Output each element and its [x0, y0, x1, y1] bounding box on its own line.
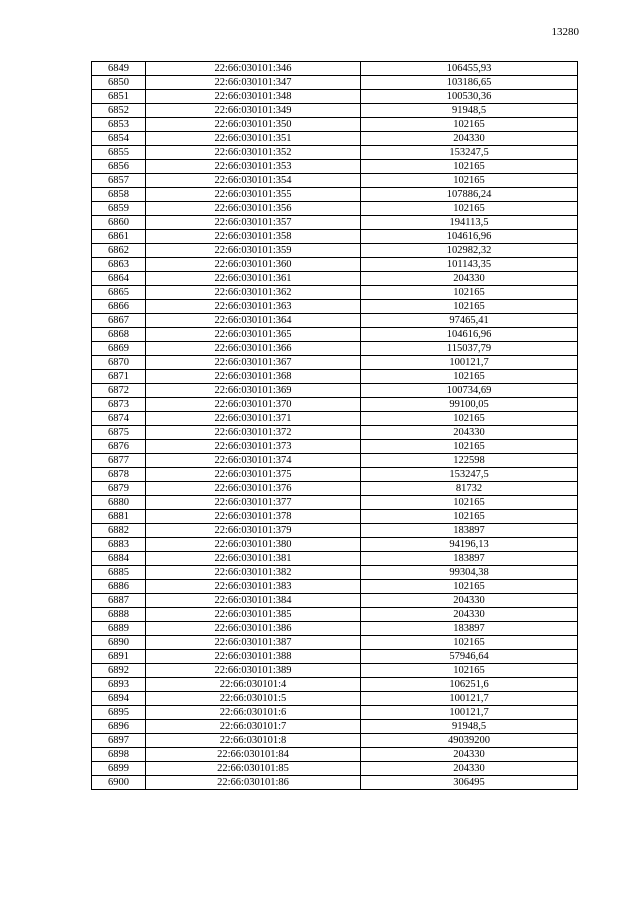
- row-number-cell: 6896: [92, 720, 146, 734]
- row-number-cell: 6850: [92, 76, 146, 90]
- row-number-cell: 6900: [92, 776, 146, 790]
- cadastral-number-cell: 22:66:030101:379: [146, 524, 361, 538]
- table-row: [92, 230, 578, 244]
- value-cell: 102165: [361, 118, 578, 132]
- row-number-cell: 6871: [92, 370, 146, 384]
- cadastral-number-cell: 22:66:030101:382: [146, 566, 361, 580]
- cadastral-number-cell: 22:66:030101:354: [146, 174, 361, 188]
- table-row: [92, 454, 578, 468]
- table-row: [92, 650, 578, 664]
- cadastral-number-cell: 22:66:030101:375: [146, 468, 361, 482]
- table-row: [92, 132, 578, 146]
- row-number-cell: 6860: [92, 216, 146, 230]
- table-row: [92, 398, 578, 412]
- row-number-cell: 6863: [92, 258, 146, 272]
- value-cell: 99304,38: [361, 566, 578, 580]
- value-cell: 104616,96: [361, 328, 578, 342]
- row-number-cell: 6849: [92, 62, 146, 76]
- row-number-cell: 6893: [92, 678, 146, 692]
- table-row: [92, 524, 578, 538]
- table-row: [92, 706, 578, 720]
- table-row: [92, 188, 578, 202]
- value-cell: 204330: [361, 608, 578, 622]
- value-cell: 306495: [361, 776, 578, 790]
- row-number-cell: 6897: [92, 734, 146, 748]
- value-cell: 100121,7: [361, 692, 578, 706]
- cadastral-number-cell: 22:66:030101:387: [146, 636, 361, 650]
- value-cell: 183897: [361, 622, 578, 636]
- cadastral-value-table: [91, 61, 578, 790]
- value-cell: 101143,35: [361, 258, 578, 272]
- row-number-cell: 6864: [92, 272, 146, 286]
- table-row: [92, 118, 578, 132]
- row-number-cell: 6884: [92, 552, 146, 566]
- cadastral-number-cell: 22:66:030101:386: [146, 622, 361, 636]
- value-cell: 204330: [361, 132, 578, 146]
- row-number-cell: 6855: [92, 146, 146, 160]
- value-cell: 102165: [361, 636, 578, 650]
- table-row: [92, 286, 578, 300]
- value-cell: 183897: [361, 524, 578, 538]
- value-cell: 57946,64: [361, 650, 578, 664]
- value-cell: 103186,65: [361, 76, 578, 90]
- cadastral-number-cell: 22:66:030101:5: [146, 692, 361, 706]
- cadastral-number-cell: 22:66:030101:358: [146, 230, 361, 244]
- cadastral-number-cell: 22:66:030101:347: [146, 76, 361, 90]
- row-number-cell: 6854: [92, 132, 146, 146]
- cadastral-number-cell: 22:66:030101:388: [146, 650, 361, 664]
- table-row: [92, 678, 578, 692]
- cadastral-number-cell: 22:66:030101:346: [146, 62, 361, 76]
- table-row: [92, 440, 578, 454]
- table-row: [92, 566, 578, 580]
- cadastral-number-cell: 22:66:030101:353: [146, 160, 361, 174]
- value-cell: 99100,05: [361, 398, 578, 412]
- value-cell: 102165: [361, 202, 578, 216]
- cadastral-number-cell: 22:66:030101:366: [146, 342, 361, 356]
- row-number-cell: 6853: [92, 118, 146, 132]
- cadastral-number-cell: 22:66:030101:369: [146, 384, 361, 398]
- row-number-cell: 6862: [92, 244, 146, 258]
- table-row: [92, 636, 578, 650]
- table-row: [92, 664, 578, 678]
- table-row: [92, 272, 578, 286]
- cadastral-number-cell: 22:66:030101:381: [146, 552, 361, 566]
- cadastral-number-cell: 22:66:030101:7: [146, 720, 361, 734]
- cadastral-number-cell: 22:66:030101:8: [146, 734, 361, 748]
- value-cell: 102982,32: [361, 244, 578, 258]
- cadastral-number-cell: 22:66:030101:355: [146, 188, 361, 202]
- cadastral-number-cell: 22:66:030101:378: [146, 510, 361, 524]
- value-cell: 153247,5: [361, 146, 578, 160]
- cadastral-number-cell: 22:66:030101:385: [146, 608, 361, 622]
- table-row: [92, 496, 578, 510]
- value-cell: 102165: [361, 440, 578, 454]
- value-cell: 204330: [361, 426, 578, 440]
- value-cell: 194113,5: [361, 216, 578, 230]
- cadastral-number-cell: 22:66:030101:348: [146, 90, 361, 104]
- row-number-cell: 6874: [92, 412, 146, 426]
- row-number-cell: 6859: [92, 202, 146, 216]
- value-cell: 183897: [361, 552, 578, 566]
- value-cell: 204330: [361, 762, 578, 776]
- table-row: [92, 776, 578, 790]
- value-cell: 102165: [361, 510, 578, 524]
- row-number-cell: 6875: [92, 426, 146, 440]
- page-number: 13280: [551, 26, 579, 38]
- table-row: [92, 594, 578, 608]
- row-number-cell: 6878: [92, 468, 146, 482]
- cadastral-number-cell: 22:66:030101:360: [146, 258, 361, 272]
- cadastral-number-cell: 22:66:030101:349: [146, 104, 361, 118]
- table-row: [92, 384, 578, 398]
- row-number-cell: 6861: [92, 230, 146, 244]
- table-row: [92, 146, 578, 160]
- row-number-cell: 6868: [92, 328, 146, 342]
- value-cell: 153247,5: [361, 468, 578, 482]
- table-row: [92, 482, 578, 496]
- cadastral-number-cell: 22:66:030101:4: [146, 678, 361, 692]
- row-number-cell: 6870: [92, 356, 146, 370]
- row-number-cell: 6895: [92, 706, 146, 720]
- value-cell: 122598: [361, 454, 578, 468]
- table-row: [92, 720, 578, 734]
- value-cell: 100734,69: [361, 384, 578, 398]
- row-number-cell: 6858: [92, 188, 146, 202]
- table-row: [92, 314, 578, 328]
- table-row: [92, 258, 578, 272]
- value-cell: 204330: [361, 272, 578, 286]
- row-number-cell: 6866: [92, 300, 146, 314]
- cadastral-number-cell: 22:66:030101:356: [146, 202, 361, 216]
- table-row: [92, 412, 578, 426]
- row-number-cell: 6877: [92, 454, 146, 468]
- table-row: [92, 608, 578, 622]
- row-number-cell: 6887: [92, 594, 146, 608]
- value-cell: 106251,6: [361, 678, 578, 692]
- table-row: [92, 174, 578, 188]
- cadastral-number-cell: 22:66:030101:365: [146, 328, 361, 342]
- value-cell: 97465,41: [361, 314, 578, 328]
- table-row: [92, 104, 578, 118]
- cadastral-number-cell: 22:66:030101:352: [146, 146, 361, 160]
- cadastral-number-cell: 22:66:030101:350: [146, 118, 361, 132]
- row-number-cell: 6869: [92, 342, 146, 356]
- row-number-cell: 6890: [92, 636, 146, 650]
- row-number-cell: 6899: [92, 762, 146, 776]
- row-number-cell: 6891: [92, 650, 146, 664]
- table-row: [92, 580, 578, 594]
- value-cell: 102165: [361, 286, 578, 300]
- row-number-cell: 6876: [92, 440, 146, 454]
- table-row: [92, 734, 578, 748]
- table-row: [92, 356, 578, 370]
- row-number-cell: 6885: [92, 566, 146, 580]
- cadastral-number-cell: 22:66:030101:364: [146, 314, 361, 328]
- row-number-cell: 6882: [92, 524, 146, 538]
- cadastral-number-cell: 22:66:030101:362: [146, 286, 361, 300]
- table-row: [92, 622, 578, 636]
- table-row: [92, 552, 578, 566]
- cadastral-number-cell: 22:66:030101:363: [146, 300, 361, 314]
- value-cell: 204330: [361, 748, 578, 762]
- value-cell: 81732: [361, 482, 578, 496]
- row-number-cell: 6879: [92, 482, 146, 496]
- row-number-cell: 6881: [92, 510, 146, 524]
- value-cell: 100121,7: [361, 356, 578, 370]
- cadastral-number-cell: 22:66:030101:373: [146, 440, 361, 454]
- cadastral-number-cell: 22:66:030101:367: [146, 356, 361, 370]
- cadastral-number-cell: 22:66:030101:85: [146, 762, 361, 776]
- table-row: [92, 216, 578, 230]
- table-row: [92, 76, 578, 90]
- row-number-cell: 6856: [92, 160, 146, 174]
- cadastral-number-cell: 22:66:030101:374: [146, 454, 361, 468]
- table-row: [92, 62, 578, 76]
- table-row: [92, 370, 578, 384]
- value-cell: 91948,5: [361, 104, 578, 118]
- value-cell: 49039200: [361, 734, 578, 748]
- row-number-cell: 6857: [92, 174, 146, 188]
- row-number-cell: 6888: [92, 608, 146, 622]
- table-row: [92, 762, 578, 776]
- cadastral-number-cell: 22:66:030101:361: [146, 272, 361, 286]
- value-cell: 102165: [361, 496, 578, 510]
- row-number-cell: 6886: [92, 580, 146, 594]
- cadastral-number-cell: 22:66:030101:6: [146, 706, 361, 720]
- value-cell: 91948,5: [361, 720, 578, 734]
- row-number-cell: 6873: [92, 398, 146, 412]
- cadastral-number-cell: 22:66:030101:371: [146, 412, 361, 426]
- value-cell: 107886,24: [361, 188, 578, 202]
- cadastral-number-cell: 22:66:030101:86: [146, 776, 361, 790]
- table-row: [92, 90, 578, 104]
- table-row: [92, 538, 578, 552]
- value-cell: 102165: [361, 160, 578, 174]
- row-number-cell: 6872: [92, 384, 146, 398]
- row-number-cell: 6892: [92, 664, 146, 678]
- cadastral-number-cell: 22:66:030101:84: [146, 748, 361, 762]
- table-row: [92, 328, 578, 342]
- cadastral-number-cell: 22:66:030101:368: [146, 370, 361, 384]
- table-row: [92, 342, 578, 356]
- row-number-cell: 6880: [92, 496, 146, 510]
- cadastral-number-cell: 22:66:030101:357: [146, 216, 361, 230]
- cadastral-number-cell: 22:66:030101:370: [146, 398, 361, 412]
- value-cell: 102165: [361, 580, 578, 594]
- row-number-cell: 6852: [92, 104, 146, 118]
- table-row: [92, 748, 578, 762]
- value-cell: 102165: [361, 370, 578, 384]
- table-body: [92, 62, 578, 790]
- cadastral-number-cell: 22:66:030101:376: [146, 482, 361, 496]
- cadastral-number-cell: 22:66:030101:359: [146, 244, 361, 258]
- row-number-cell: 6883: [92, 538, 146, 552]
- value-cell: 100121,7: [361, 706, 578, 720]
- table-row: [92, 300, 578, 314]
- table-row: [92, 244, 578, 258]
- table-row: [92, 426, 578, 440]
- cadastral-number-cell: 22:66:030101:351: [146, 132, 361, 146]
- row-number-cell: 6867: [92, 314, 146, 328]
- value-cell: 204330: [361, 594, 578, 608]
- value-cell: 94196,13: [361, 538, 578, 552]
- row-number-cell: 6865: [92, 286, 146, 300]
- cadastral-number-cell: 22:66:030101:380: [146, 538, 361, 552]
- cadastral-number-cell: 22:66:030101:384: [146, 594, 361, 608]
- cadastral-number-cell: 22:66:030101:389: [146, 664, 361, 678]
- value-cell: 102165: [361, 664, 578, 678]
- value-cell: 102165: [361, 412, 578, 426]
- table-row: [92, 160, 578, 174]
- cadastral-number-cell: 22:66:030101:377: [146, 496, 361, 510]
- value-cell: 106455,93: [361, 62, 578, 76]
- value-cell: 102165: [361, 174, 578, 188]
- cadastral-number-cell: 22:66:030101:383: [146, 580, 361, 594]
- row-number-cell: 6898: [92, 748, 146, 762]
- row-number-cell: 6851: [92, 90, 146, 104]
- table-row: [92, 468, 578, 482]
- table-row: [92, 692, 578, 706]
- cadastral-number-cell: 22:66:030101:372: [146, 426, 361, 440]
- value-cell: 102165: [361, 300, 578, 314]
- row-number-cell: 6894: [92, 692, 146, 706]
- table-row: [92, 202, 578, 216]
- table-row: [92, 510, 578, 524]
- value-cell: 104616,96: [361, 230, 578, 244]
- value-cell: 115037,79: [361, 342, 578, 356]
- value-cell: 100530,36: [361, 90, 578, 104]
- row-number-cell: 6889: [92, 622, 146, 636]
